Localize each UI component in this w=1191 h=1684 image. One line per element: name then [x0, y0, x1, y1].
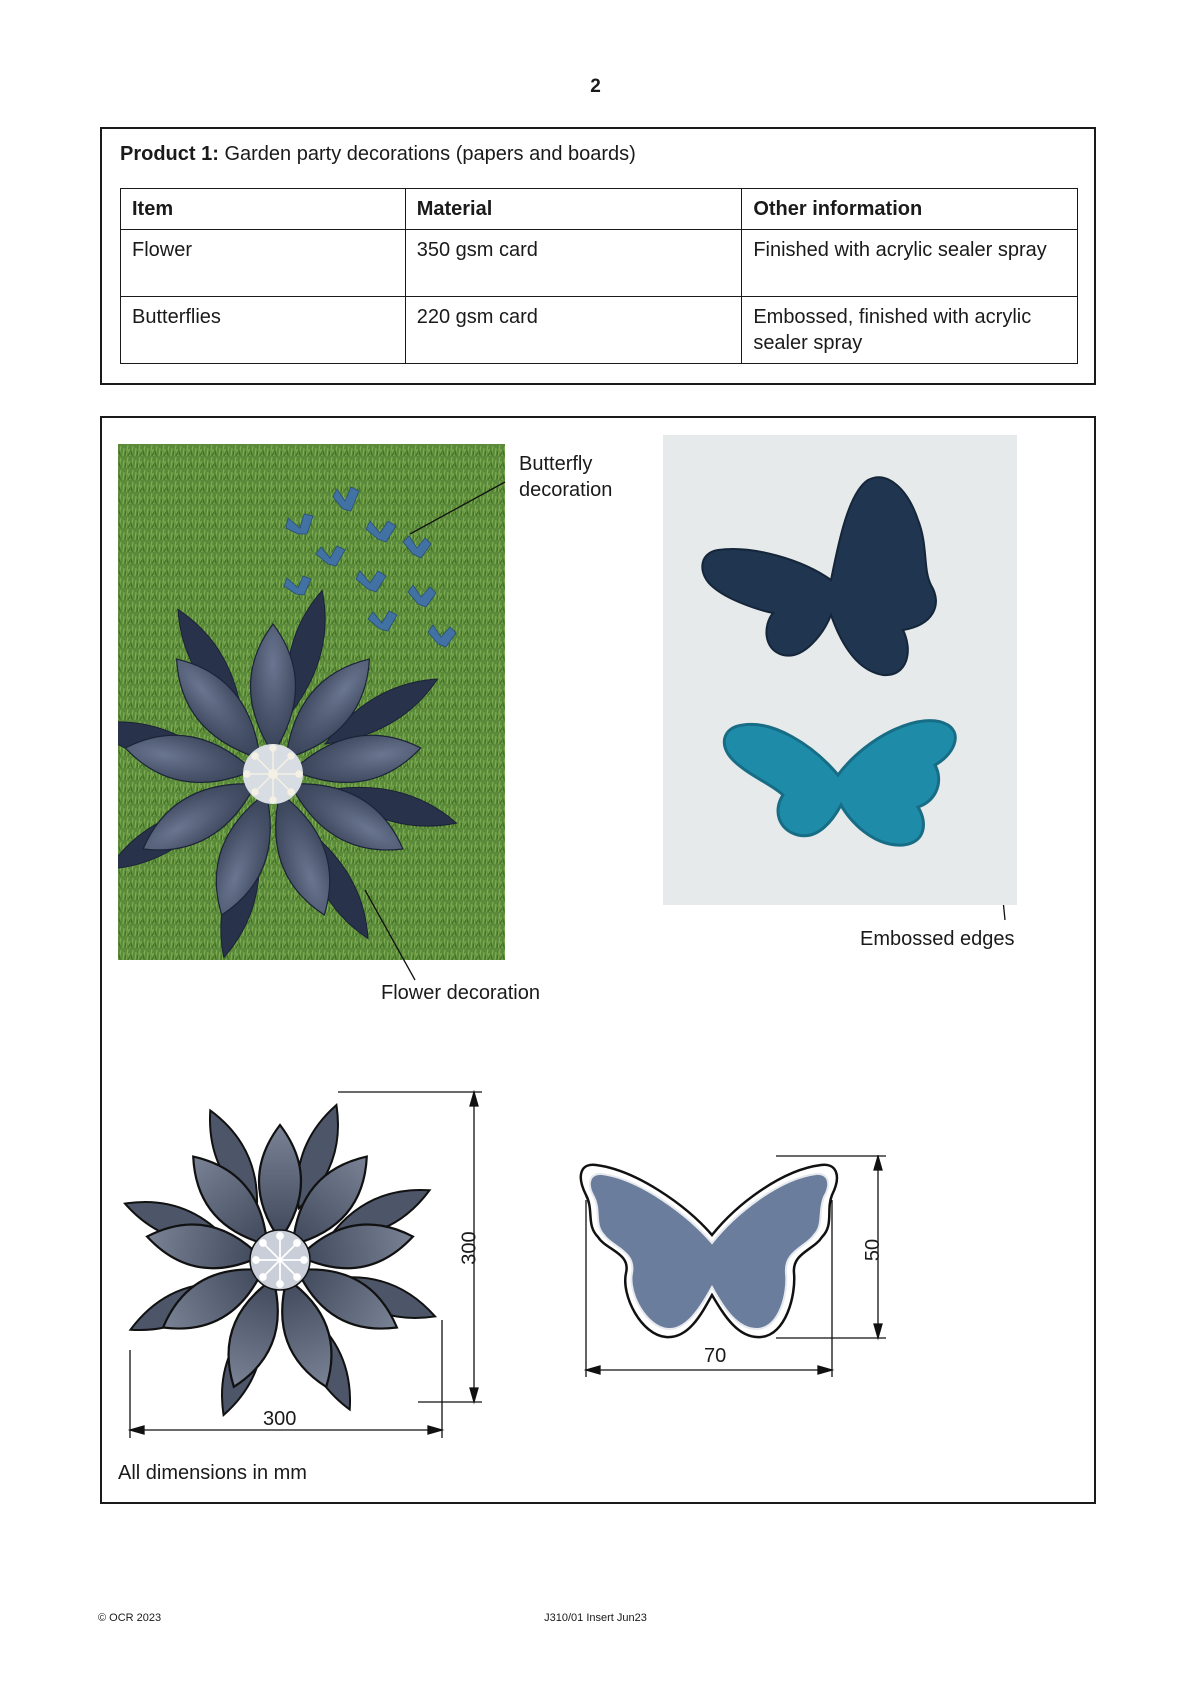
row-item: Butterflies	[121, 297, 406, 364]
butterfly-height-dimension: 50	[862, 1238, 885, 1262]
butterfly-drawing-inner	[590, 1174, 828, 1329]
page-number: 2	[590, 76, 601, 97]
footer-copyright: © OCR 2023	[98, 1612, 162, 1624]
butterfly-photo	[663, 435, 1017, 905]
butterfly-technical-drawing	[576, 1155, 896, 1380]
dimensions-note: All dimensions in mm	[118, 1462, 307, 1484]
table-row	[121, 230, 1078, 297]
flower-photo	[118, 444, 505, 960]
flower-width-dimension: 300	[263, 1408, 297, 1430]
materials-table	[120, 188, 1078, 364]
header-material: Material	[405, 189, 742, 230]
footer-code: J310/01 Insert Jun23	[544, 1612, 647, 1624]
butterfly-decoration-label-line1: Butterfly	[519, 453, 593, 475]
row-info: Embossed, finished with acrylic sealer spray	[742, 297, 1078, 364]
flower-decoration-label: Flower decoration	[381, 982, 540, 1004]
row-material: 350 gsm card	[405, 230, 742, 297]
butterfly-decoration-label	[519, 451, 612, 503]
flower-height-dimension: 300	[458, 1231, 481, 1265]
butterfly-decoration-label-line2: decoration	[519, 479, 613, 501]
table-row	[121, 297, 1078, 364]
table-header-row	[121, 189, 1078, 230]
row-info: Finished with acrylic sealer spray	[742, 230, 1078, 297]
product-title-bold: Product 1:	[120, 143, 219, 165]
flower-drawing	[120, 1100, 440, 1420]
product-info-box	[100, 127, 1096, 385]
header-other-information: Other information	[742, 189, 1078, 230]
embossed-edges-label: Embossed edges	[860, 928, 1015, 950]
product-title	[120, 143, 636, 166]
row-item: Flower	[121, 230, 406, 297]
flower-technical-drawing	[118, 1090, 490, 1450]
product-title-text: Garden party decorations (papers and boards)	[218, 143, 636, 165]
header-item: Item	[121, 189, 406, 230]
butterfly-width-dimension: 70	[704, 1345, 727, 1367]
photo-background	[663, 435, 1017, 905]
row-material: 220 gsm card	[405, 297, 742, 364]
